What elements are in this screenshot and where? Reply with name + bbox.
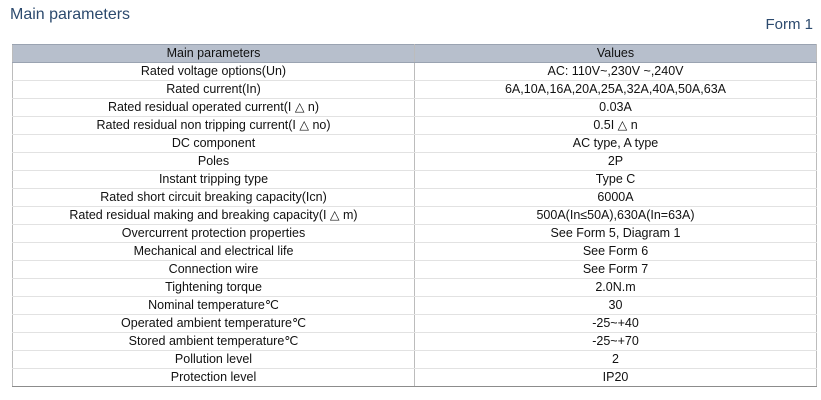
table-row <box>13 225 817 243</box>
parameter-name: Connection wire <box>13 261 415 279</box>
table-row <box>13 207 817 225</box>
parameter-value: 0.03A <box>415 99 817 117</box>
parameter-value: See Form 6 <box>415 243 817 261</box>
table-row <box>13 99 817 117</box>
parameter-name: Protection level <box>13 369 415 387</box>
parameter-value: See Form 7 <box>415 261 817 279</box>
parameter-name: Poles <box>13 153 415 171</box>
parameter-value: 6000A <box>415 189 817 207</box>
parameter-value: 500A(In≤50A),630A(In=63A) <box>415 207 817 225</box>
parameter-name: Nominal temperature℃ <box>13 297 415 315</box>
table-row <box>13 279 817 297</box>
table-row <box>13 243 817 261</box>
parameter-value: 6A,10A,16A,20A,25A,32A,40A,50A,63A <box>415 81 817 99</box>
table-row <box>13 63 817 81</box>
parameter-value: Type C <box>415 171 817 189</box>
form-label: Form 1 <box>765 16 813 33</box>
table-row <box>13 297 817 315</box>
parameter-value: 2 <box>415 351 817 369</box>
parameter-value: See Form 5, Diagram 1 <box>415 225 817 243</box>
parameter-name: Instant tripping type <box>13 171 415 189</box>
parameter-name: Rated voltage options(Un) <box>13 63 415 81</box>
table-row <box>13 315 817 333</box>
table-row <box>13 189 817 207</box>
parameter-name: Rated current(In) <box>13 81 415 99</box>
parameter-name: Rated short circuit breaking capacity(Icn) <box>13 189 415 207</box>
parameter-name: Mechanical and electrical life <box>13 243 415 261</box>
parameter-value: AC: 110V~,230V ~,240V <box>415 63 817 81</box>
table-row <box>13 369 817 387</box>
table-row <box>13 171 817 189</box>
table-row <box>13 117 817 135</box>
parameter-name: Tightening torque <box>13 279 415 297</box>
column-header-value: Values <box>415 45 817 63</box>
parameter-name: Rated residual non tripping current(I △ no) <box>13 117 415 135</box>
parameter-name: Overcurrent protection properties <box>13 225 415 243</box>
parameter-value: 0.5I △ n <box>415 117 817 135</box>
parameter-value: IP20 <box>415 369 817 387</box>
parameter-value: -25~+40 <box>415 315 817 333</box>
parameters-table <box>12 44 817 387</box>
parameter-name: Stored ambient temperature℃ <box>13 333 415 351</box>
parameter-name: Pollution level <box>13 351 415 369</box>
table-row <box>13 153 817 171</box>
parameter-name: Rated residual making and breaking capacity(I △ m) <box>13 207 415 225</box>
table-row <box>13 351 817 369</box>
parameter-name: DC component <box>13 135 415 153</box>
parameter-value: -25~+70 <box>415 333 817 351</box>
table-row <box>13 81 817 99</box>
table-row <box>13 261 817 279</box>
table-row <box>13 135 817 153</box>
parameter-value: 2P <box>415 153 817 171</box>
table-header-row <box>13 45 817 63</box>
parameter-name: Operated ambient temperature℃ <box>13 315 415 333</box>
page-title: Main parameters <box>10 6 131 23</box>
parameter-value: 30 <box>415 297 817 315</box>
parameter-value: 2.0N.m <box>415 279 817 297</box>
parameter-value: AC type, A type <box>415 135 817 153</box>
parameter-name: Rated residual operated current(I △ n) <box>13 99 415 117</box>
table-row <box>13 333 817 351</box>
column-header-parameter: Main parameters <box>13 45 415 63</box>
